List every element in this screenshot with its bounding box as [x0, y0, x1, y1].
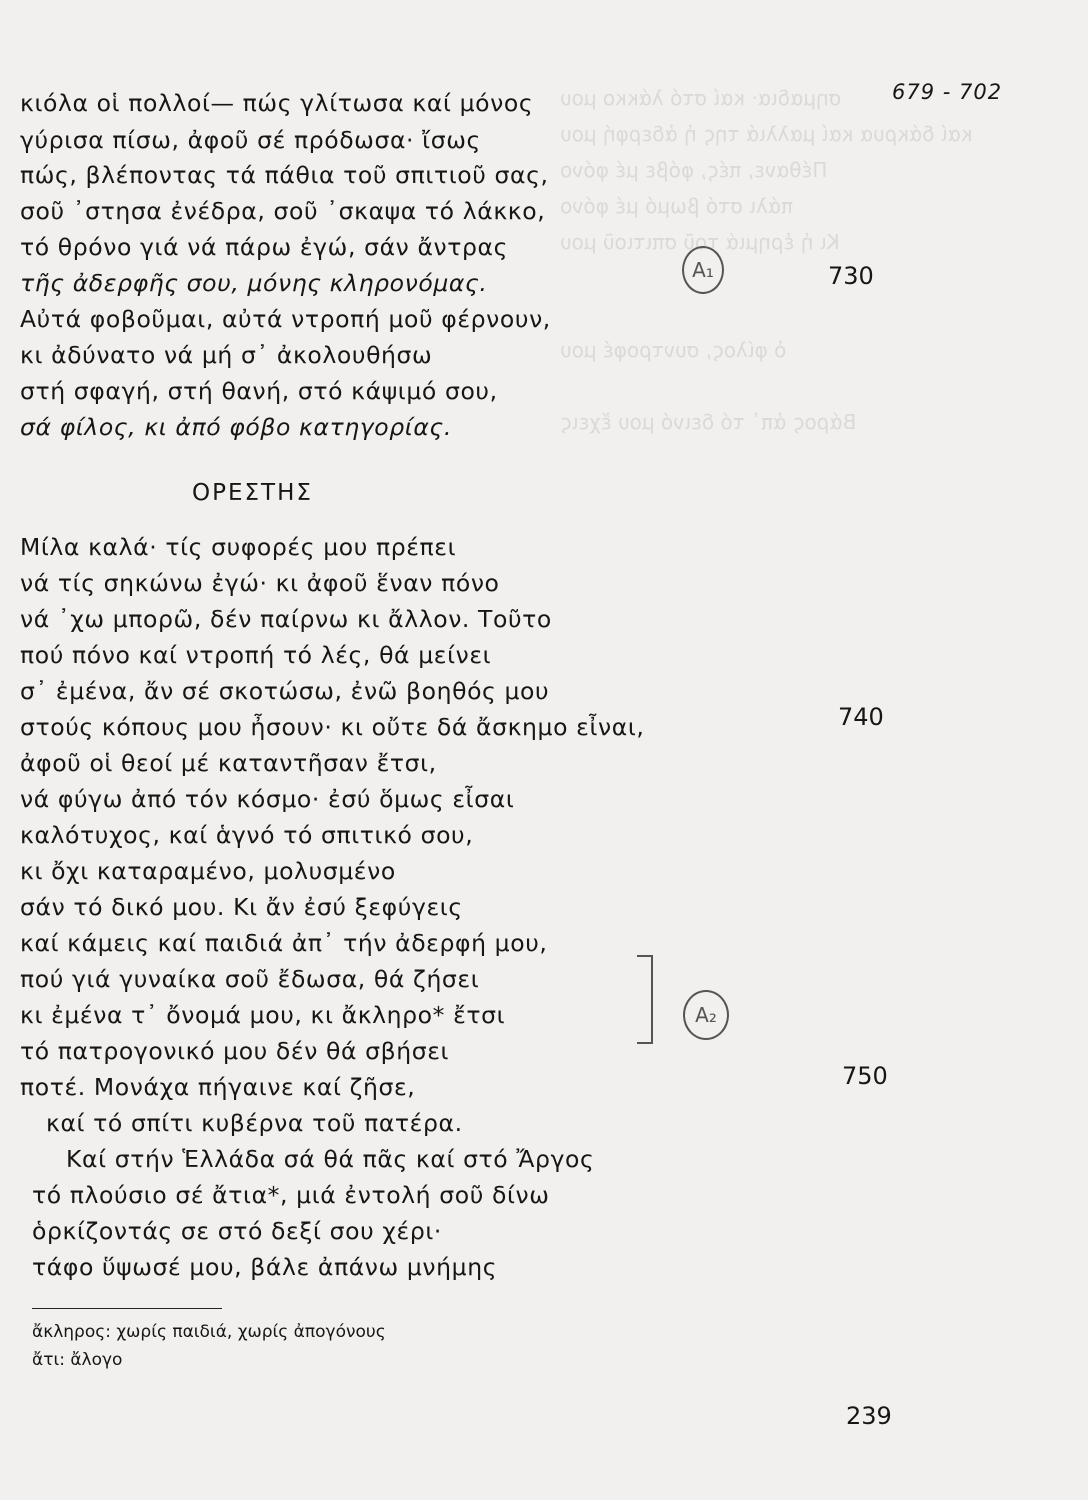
verse-line: νά τίς σηκώνω ἐγώ· κι ἀφοῦ ἕναν πόνο — [20, 569, 500, 597]
verse-line: σοῦ ᾿στησα ἐνέδρα, σοῦ ᾿σκαψα τό λάκκο, — [20, 197, 546, 225]
speaker-name: ΟΡΕΣΤΗΣ — [192, 480, 313, 506]
verse-line: τό θρόνο γιά νά πάρω ἐγώ, σάν ἄντρας — [20, 233, 509, 261]
verse-line: γύρισα πίσω, ἀφοῦ σέ πρόδωσα· ἴσως — [20, 126, 481, 154]
verse-line: τάφο ὕψωσέ μου, βάλε ἀπάνω μνήμης — [32, 1253, 498, 1281]
bleed-through-line: Βάρος ἀπ᾿ τό δεινό μου ἔχεις — [560, 410, 857, 434]
line-number: 730 — [828, 262, 874, 290]
footnote: ἄκληρος: χωρίς παιδιά, χωρίς ἀπογόνους — [32, 1322, 386, 1342]
verse-line: τό πλούσιο σέ ἄτια*, μιά ἐντολή σοῦ δίνω — [32, 1181, 550, 1209]
verse-line: σά φίλος, κι ἀπό φόβο κατηγορίας. — [20, 413, 452, 441]
bleed-through-line: καί δάκρυα καί μαλλιά της ἡ ἀδερφή μου — [560, 122, 973, 146]
verse-line: πώς, βλέποντας τά πάθια τοῦ σπιτιοῦ σας, — [20, 161, 549, 189]
bleed-through-line: πάλι στό βωμό μέ φόνο — [560, 194, 794, 218]
verse-line: ὁρκίζοντάς σε στό δεξί σου χέρι· — [32, 1217, 443, 1245]
verse-line: ποτέ. Μονάχα πήγαινε καί ζῆσε, — [20, 1073, 416, 1101]
verse-line: καί κάμεις καί παιδιά ἀπ᾿ τήν ἀδερφή μου, — [20, 929, 548, 957]
verse-line: σάν τό δικό μου. Κι ἄν ἐσύ ξεφύγεις — [20, 893, 463, 921]
verse-line: Καί στήν Ἑλλάδα σά θά πᾶς καί στό Ἄργος — [66, 1145, 595, 1173]
verse-line: τῆς ἀδερφῆς σου, μόνης κληρονόμας. — [20, 269, 488, 297]
bleed-through-line: ὁ φίλος, συντροφέ μου — [560, 338, 787, 362]
verse-line: στούς κόπους μου ἦσουν· κι οὔτε δά ἄσκημο εἶναι, — [20, 713, 645, 741]
verse-line: πού γιά γυναίκα σοῦ ἔδωσα, θά ζήσει — [20, 965, 480, 993]
line-number: 750 — [842, 1062, 888, 1090]
verse-line: κι ἀδύνατο νά μή σ᾿ ἀκολουθήσω — [20, 341, 433, 369]
page-number: 239 — [846, 1402, 892, 1430]
verse-line: καί τό σπίτι κυβέρνα τοῦ πατέρα. — [46, 1109, 463, 1137]
verse-line: νά ᾿χω μπορῶ, δέν παίρνω κι ἄλλον. Τοῦτο — [20, 605, 552, 633]
verse-line: Αὐτά φοβοῦμαι, αὐτά ντροπή μοῦ φέρνουν, — [20, 305, 551, 333]
verse-line: τό πατρογονικό μου δέν θά σβήσει — [20, 1037, 450, 1065]
handwritten-mark: A₂ — [683, 990, 729, 1040]
bleed-through-line: Πέθανε, πές, φόβε μέ φόνο — [560, 158, 828, 182]
verse-line: πού πόνο καί ντροπή τό λές, θά μείνει — [20, 641, 492, 669]
verse-line: κιόλα οἱ πολλοί— πώς γλίτωσα καί μόνος — [20, 89, 534, 117]
verse-line: σ᾿ ἐμένα, ἄν σέ σκοτώσω, ἐνῶ βοηθός μου — [20, 677, 550, 705]
bleed-through-line: σημαδια· καί στό λάκκο μου — [560, 86, 842, 110]
verse-line: καλότυχος, καί ἁγνό τό σπιτικό σου, — [20, 821, 474, 849]
verse-line: κι ἐμένα τ᾿ ὄνομά μου, κι ἄκληρο* ἔτσι — [20, 1001, 506, 1029]
line-range-header: 679 - 702 — [892, 80, 1003, 104]
verse-line: Μίλα καλά· τίς συφορές μου πρέπει — [20, 533, 457, 561]
verse-line: στή σφαγή, στή θανή, στό κάψιμό σου, — [20, 377, 498, 405]
handwritten-bracket — [637, 955, 653, 1044]
line-number: 740 — [838, 703, 884, 731]
verse-line: κι ὄχι καταραμένο, μολυσμένο — [20, 857, 396, 885]
footnote: ἄτι: ἄλογο — [32, 1350, 123, 1370]
handwritten-mark: A₁ — [682, 246, 724, 294]
verse-line: νά φύγω ἀπό τόν κόσμο· ἐσύ ὅμως εἶσαι — [20, 785, 515, 813]
verse-line: ἀφοῦ οἱ θεοί μέ καταντῆσαν ἔτσι, — [20, 749, 437, 777]
footnote-rule — [32, 1308, 222, 1309]
bleed-through-line: Κι ἡ ἐρημιά τοῦ σπιτιοῦ μου — [560, 230, 840, 254]
